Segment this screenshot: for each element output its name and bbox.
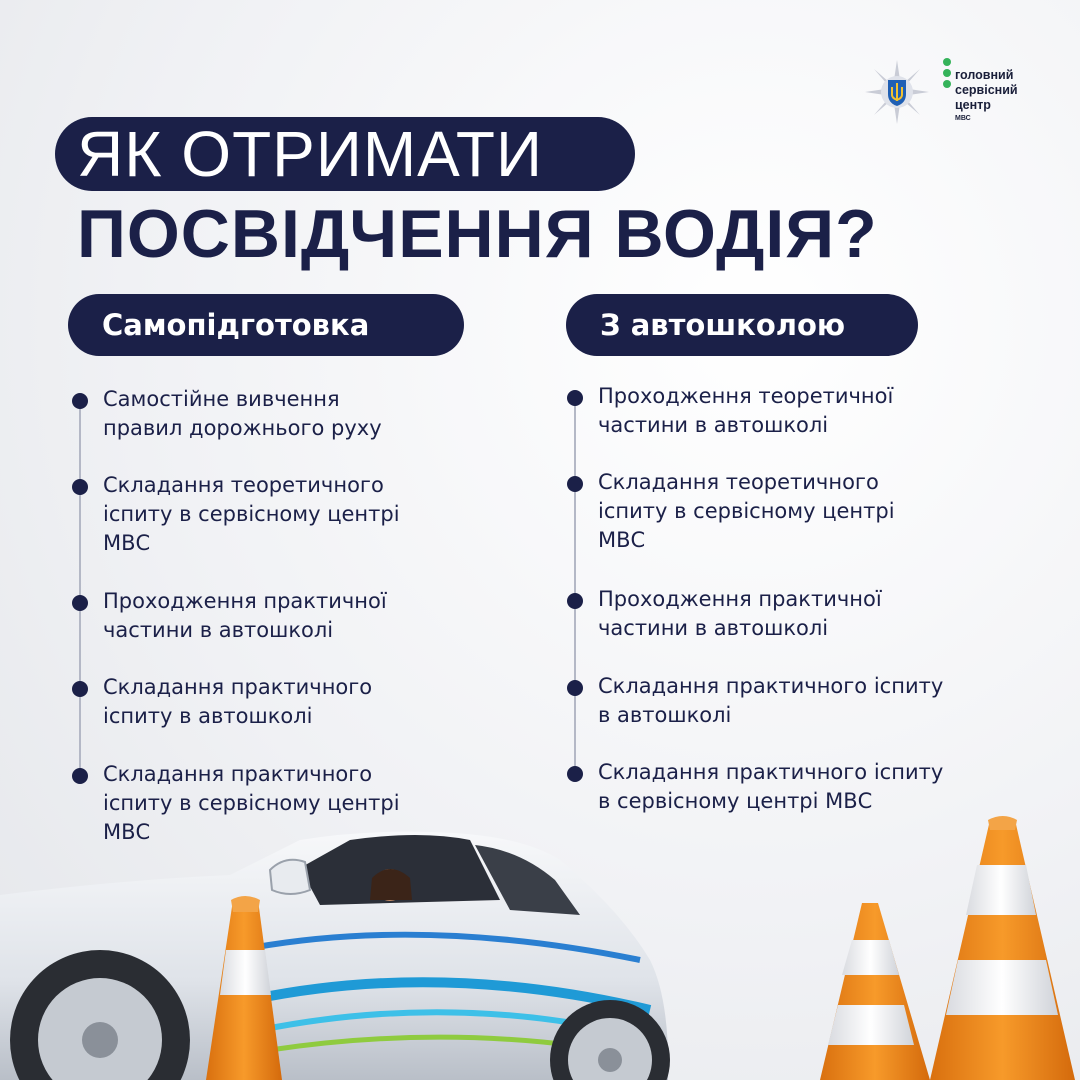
logo-line3: центр <box>955 98 991 112</box>
step-text: Проходження теоретичної частини в автошколі <box>598 384 894 437</box>
driving-school-heading: З автошколою <box>566 294 918 356</box>
title-line2: ПОСВІДЧЕННЯ ВОДІЯ? <box>77 196 878 272</box>
step-text: Складання практичного іспиту в автошколі <box>103 675 373 728</box>
logo-line2: сервісний <box>955 83 1018 97</box>
car <box>0 832 670 1080</box>
step-text: Самостійне вивчення правил дорожнього руху <box>103 387 382 440</box>
self-prep-heading: Самопідготовка <box>68 294 464 356</box>
traffic-cone-middle <box>820 903 930 1080</box>
step-text: Складання практичного іспиту в сервісному центрі МВС <box>103 762 400 844</box>
logo-line4: МВС <box>955 115 971 122</box>
traffic-cone-large <box>930 816 1075 1080</box>
step-text: Складання теоретичного іспиту в сервісному центрі МВС <box>598 470 895 552</box>
logo-line1: головний <box>955 68 1014 82</box>
step-text: Складання практичного іспиту в сервісному центрі МВС <box>598 760 944 813</box>
step-text: Складання практичного іспиту в автошколі <box>598 674 944 727</box>
step-text: Проходження практичної частини в автошколі <box>598 587 882 640</box>
title-line1: ЯК ОТРИМАТИ <box>55 117 635 191</box>
step-text: Складання теоретичного іспиту в сервісному центрі МВС <box>103 473 400 555</box>
step-text: Проходження практичної частини в автошколі <box>103 589 387 642</box>
